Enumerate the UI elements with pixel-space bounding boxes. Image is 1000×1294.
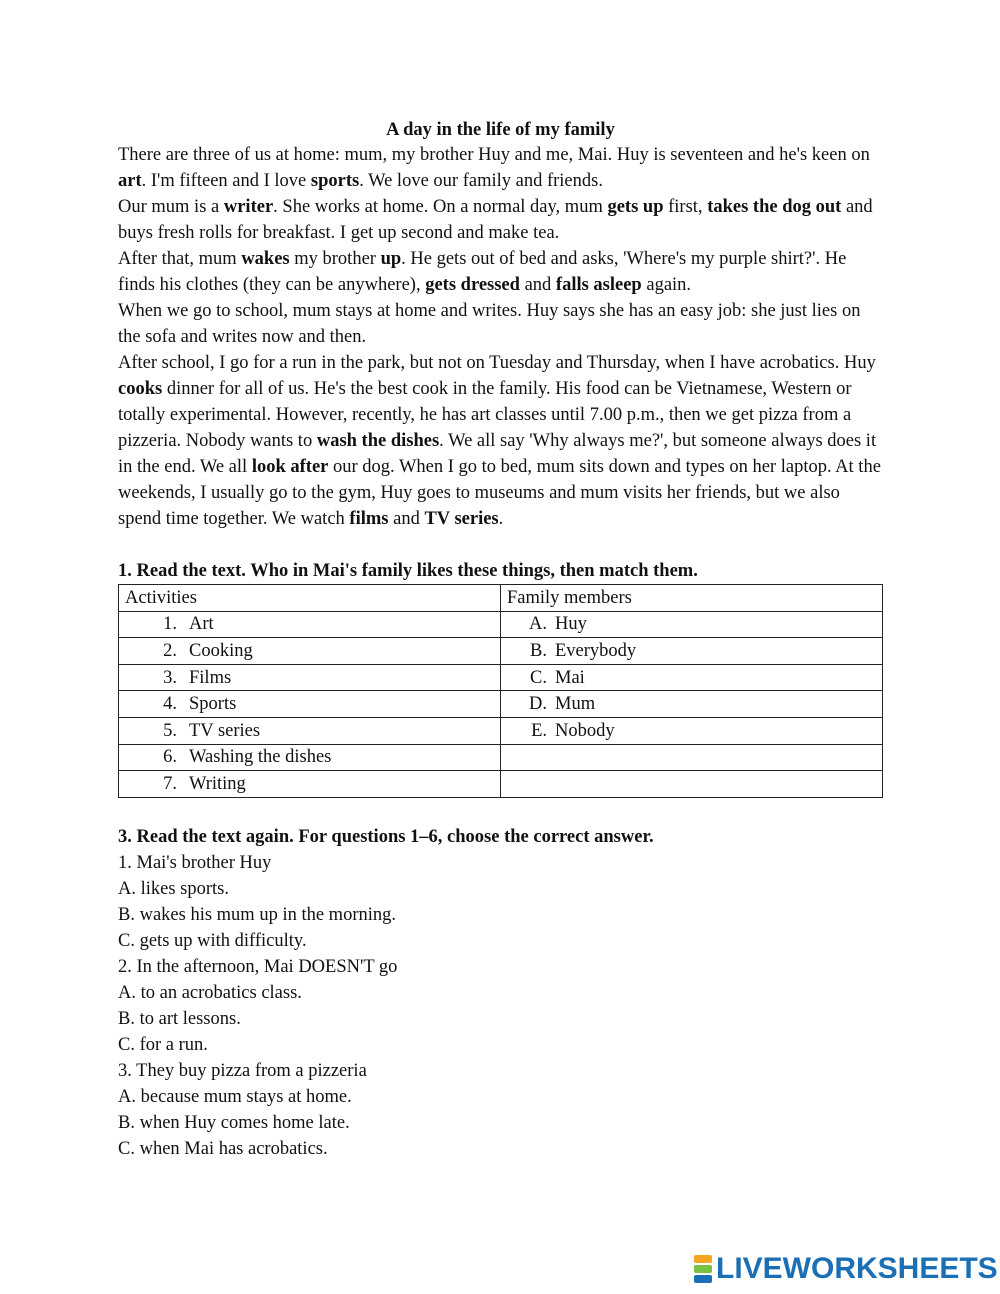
bold-keyword: cooks	[118, 379, 163, 399]
paragraph-text: and	[388, 509, 425, 529]
logo-block-top	[694, 1255, 712, 1263]
activity-number: 3.	[163, 667, 177, 688]
paragraph-text: first,	[663, 197, 708, 217]
activities-header: Activities	[119, 585, 501, 612]
bold-keyword: films	[349, 509, 389, 529]
activity-number: 4.	[163, 694, 177, 715]
bold-keyword: wakes	[241, 249, 290, 269]
bold-keyword: look after	[251, 457, 329, 477]
logo-blocks-icon	[694, 1255, 712, 1283]
member-label: Mum	[555, 694, 596, 715]
paragraph-text: my brother	[289, 249, 381, 269]
member-cell[interactable]	[501, 638, 883, 665]
paragraph-text: When we go to school, mum stays at home and writes. Huy says she has an easy job: she just lies on the sofa and writes now and then.	[118, 301, 861, 347]
question-3-option-b[interactable]: B. when Huy comes home late.	[118, 1113, 350, 1133]
paragraph-text: . He gets out of bed and asks, 'Where's my purple shirt?'. He finds his clothes (they can be anywhere),	[118, 249, 847, 295]
question-1-option-a[interactable]: A. likes sports.	[118, 879, 229, 899]
question-3-stem: 3. They buy pizza from a pizzeria	[118, 1061, 367, 1081]
bold-keyword: takes the dog out	[707, 197, 842, 217]
activity-cell	[119, 664, 501, 691]
paragraph-text: . We love our family and friends.	[359, 171, 603, 191]
liveworksheets-logo	[694, 1252, 998, 1286]
member-letter: C.	[530, 667, 547, 688]
member-cell[interactable]	[501, 611, 883, 638]
activity-number: 7.	[163, 773, 177, 794]
paragraph-text: After school, I go for a run in the park, but not on Tuesday and Thursday, when I have acrobatics. Huy	[118, 353, 876, 373]
paragraph-text: . I'm fifteen and I love	[141, 171, 311, 191]
activity-cell	[119, 611, 501, 638]
paragraph-text: After that, mum	[118, 249, 242, 269]
bold-keyword: wash the dishes	[316, 431, 440, 451]
paragraph-text: our dog. When I go to bed, mum sits down and types on her laptop. At the weekends, I usually go to the gym, Huy goes to museums and mum visits her friends, but we also spend time together. We watch	[118, 457, 881, 529]
logo-block-bottom	[694, 1275, 712, 1283]
question-1-stem: 1. Mai's brother Huy	[118, 853, 272, 873]
table-header-row	[119, 585, 883, 612]
member-cell[interactable]	[501, 664, 883, 691]
paragraph-5	[118, 350, 883, 532]
paragraph-text: . We all say 'Why always me?', but someone always does it in the end. We all	[118, 431, 877, 477]
bold-keyword: gets dressed	[425, 275, 520, 295]
bold-keyword: sports	[310, 171, 360, 191]
activity-number: 6.	[163, 747, 177, 768]
activity-label: Washing the dishes	[189, 747, 332, 768]
activity-cell	[119, 744, 501, 771]
matching-table	[118, 584, 883, 798]
table-row	[119, 664, 883, 691]
question-1-option-b[interactable]: B. wakes his mum up in the morning.	[118, 905, 396, 925]
bold-keyword: gets up	[607, 197, 664, 217]
activity-cell	[119, 691, 501, 718]
member-label: Huy	[555, 614, 587, 635]
paragraph-3	[118, 246, 883, 298]
bold-keyword: falls asleep	[555, 275, 642, 295]
member-letter: A.	[529, 614, 547, 635]
member-label: Mai	[555, 667, 585, 688]
table-row	[119, 744, 883, 771]
activity-cell	[119, 638, 501, 665]
bold-keyword: TV series	[424, 509, 499, 529]
logo-text: LIVEWORKSHEETS	[716, 1252, 998, 1285]
member-cell[interactable]	[501, 691, 883, 718]
member-cell[interactable]	[501, 744, 883, 771]
activity-label: Cooking	[189, 640, 253, 661]
paragraph-4	[118, 298, 883, 350]
activity-label: Art	[189, 614, 214, 635]
member-label: Everybody	[555, 640, 637, 661]
members-header: Family members	[501, 585, 883, 612]
member-letter: E.	[531, 720, 547, 741]
question-2-option-c[interactable]: C. for a run.	[118, 1035, 208, 1055]
member-cell[interactable]	[501, 717, 883, 744]
paragraph-text: There are three of us at home: mum, my brother Huy and me, Mai. Huy is seventeen and he's keen on	[118, 145, 870, 165]
member-letter: B.	[530, 640, 547, 661]
paragraph-text: and buys fresh rolls for breakfast. I get up second and make tea.	[118, 197, 873, 243]
table-row	[119, 717, 883, 744]
activity-label: Sports	[189, 694, 237, 715]
activity-number: 5.	[163, 720, 177, 741]
paragraph-text: Our mum is a	[118, 197, 224, 217]
activity-label: TV series	[189, 720, 261, 741]
document-title: A day in the life of my family	[386, 120, 615, 140]
activity-cell	[119, 771, 501, 798]
question-2-option-a[interactable]: A. to an acrobatics class.	[118, 983, 302, 1003]
table-row	[119, 638, 883, 665]
member-label: Nobody	[555, 720, 615, 741]
paragraph-text: again.	[641, 275, 692, 295]
table-row	[119, 771, 883, 798]
bold-keyword: up	[380, 249, 402, 269]
member-letter: D.	[529, 694, 547, 715]
activity-number: 1.	[163, 614, 177, 635]
bold-keyword: art	[118, 171, 142, 191]
activity-number: 2.	[163, 640, 177, 661]
exercise3-heading: 3. Read the text again. For questions 1–6, choose the correct answer.	[118, 827, 654, 847]
question-3-option-a[interactable]: A. because mum stays at home.	[118, 1087, 352, 1107]
paragraph-2	[118, 194, 883, 246]
bold-keyword: writer	[223, 197, 274, 217]
paragraph-text: .	[498, 509, 504, 529]
paragraph-text: dinner for all of us. He's the best cook in the family. His food can be Vietnamese, Western or totally experimental. However, recently, he has art classes until 7.00 p.m., then we get pizza from a pizzeria. Nobody wants to	[118, 379, 852, 451]
activity-label: Writing	[189, 773, 246, 794]
question-2-option-b[interactable]: B. to art lessons.	[118, 1009, 241, 1029]
activity-label: Films	[189, 667, 232, 688]
logo-block-middle	[694, 1265, 712, 1273]
table-row	[119, 691, 883, 718]
paragraph-text: and	[519, 275, 556, 295]
paragraph-1	[118, 142, 883, 194]
question-1-option-c[interactable]: C. gets up with difficulty.	[118, 931, 307, 951]
exercise1-heading: 1. Read the text. Who in Mai's family likes these things, then match them.	[118, 561, 698, 581]
question-2-stem: 2. In the afternoon, Mai DOESN'T go	[118, 957, 398, 977]
table-row	[119, 611, 883, 638]
question-3-option-c[interactable]: C. when Mai has acrobatics.	[118, 1139, 328, 1159]
activity-cell	[119, 717, 501, 744]
member-cell[interactable]	[501, 771, 883, 798]
paragraph-text: . She works at home. On a normal day, mum	[273, 197, 608, 217]
